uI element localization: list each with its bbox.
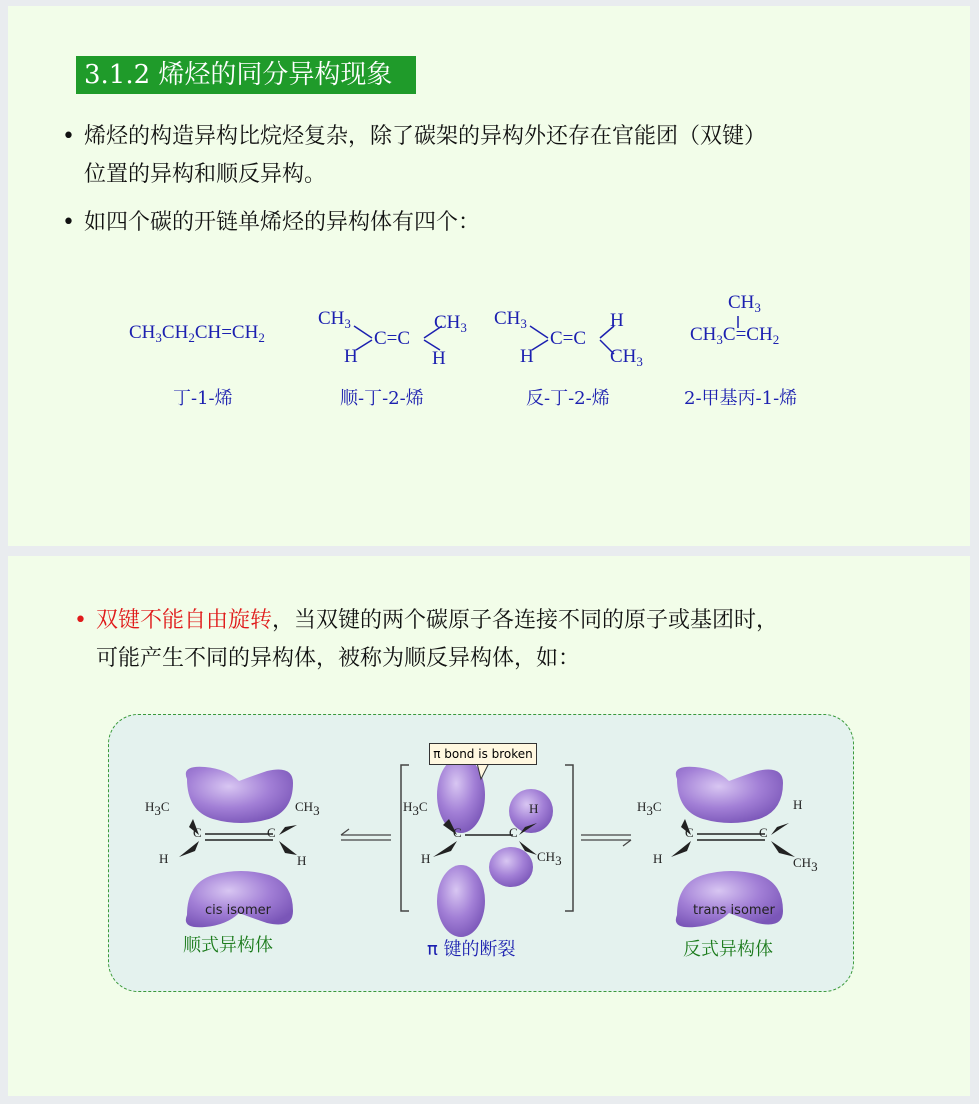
bullet-dot: •	[62, 210, 75, 235]
isomer-name-4: 2-甲基丙-1-烯	[684, 388, 798, 409]
bullet-1	[62, 118, 767, 194]
bullet-2	[62, 204, 481, 242]
pi-bond-break-label: π 键的断裂	[427, 939, 516, 960]
slide-1	[8, 6, 970, 546]
trans-isomer-label: 反式异构体	[683, 939, 773, 960]
bullet-1-line-1: 烯烃的构造异构比烷烃复杂，除了碳架的异构外还存在官能团（双键）	[84, 124, 767, 149]
formula-but-1-ene: $CH_3CH_2CH=CH_2$	[129, 322, 265, 345]
bullet-2-text: 如四个碳的开链单烯烃的异构体有四个：	[84, 210, 481, 235]
formula-2-methylpropene: $CH_3$ $CH_3C=CH_2$	[688, 290, 818, 360]
equilibrium-arrow-right	[581, 835, 631, 846]
bullet-text-line-2: 可能产生不同的异构体，被称为顺反异构体，如：	[96, 646, 581, 671]
formula-cis-but-2-ene: $CH_3$ $CH_3$ C=C H H	[316, 304, 486, 374]
isomer-name-2: 顺-丁-2-烯	[340, 388, 424, 409]
emphasis-text: 双键不能自由旋转	[96, 608, 273, 633]
bullet-dot: •	[62, 124, 75, 149]
cis-isomer-label: 顺式异构体	[183, 935, 273, 956]
pi-bond-broken-callout: π bond is broken	[429, 743, 537, 765]
isomer-figure-panel: π bond is broken $H_3C$ C C $CH_3$ H H $H_3C$ C C H H $CH_3$ $H_3C$ C C H H $CH_3$ cis isomer trans isomer 顺式异构体 π 键的断裂 反式异构体	[108, 714, 854, 992]
equilibrium-arrow-left	[341, 829, 391, 840]
slide-title: 3.1.2 烯烃的同分异构现象	[76, 56, 416, 94]
bullet-1-line-2: 位置的异构和顺反异构。	[84, 162, 327, 187]
broken-p-orbitals	[437, 757, 553, 937]
bullet-text-line-1: ，当双键的两个碳原子各连接不同的原子或基团时，	[272, 608, 779, 633]
isomer-name-3: 反-丁-2-烯	[526, 388, 610, 409]
isomer-name-1: 丁-1-烯	[173, 388, 233, 409]
left-bracket	[401, 765, 409, 911]
cis-caption: cis isomer	[205, 903, 272, 918]
bullet-dot: •	[74, 608, 87, 633]
bullet-double-bond	[74, 602, 779, 678]
formula-trans-but-2-ene: $CH_3$ H C=C H $CH_3$	[492, 304, 662, 374]
slide-2	[8, 556, 970, 1096]
trans-caption: trans isomer	[693, 903, 775, 918]
right-bracket	[565, 765, 573, 911]
